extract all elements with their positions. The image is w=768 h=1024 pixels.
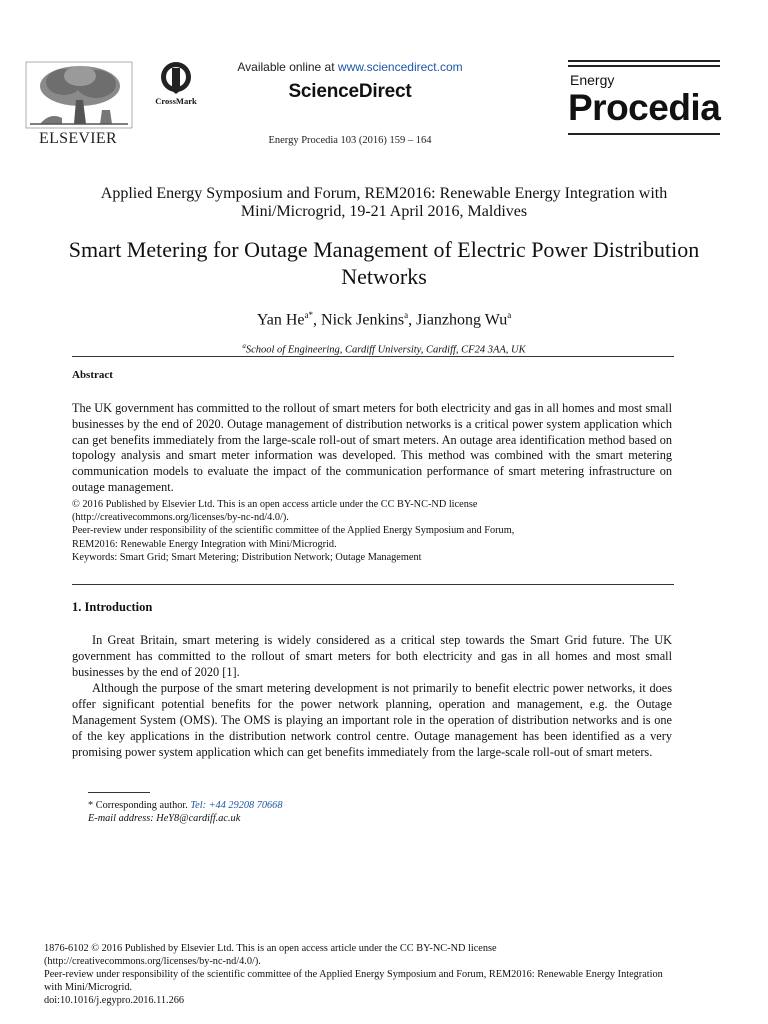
crossmark-icon[interactable]: [152, 60, 200, 116]
journal-name-large: Procedia: [568, 87, 721, 128]
divider: [72, 584, 674, 585]
paragraph: In Great Britain, smart metering is widely considered as a critical step towards the Smart Grid future. The UK government has committed to the rollout of smart meters for both electricity and gas in all homes and most small businesses by the end of 2020 [1].: [72, 633, 672, 679]
affiliation-mark: a: [242, 342, 246, 350]
author-name: Yan He: [256, 311, 305, 329]
publication-footer: [44, 942, 724, 1007]
license-link[interactable]: (http://creativecommons.org/licenses/by-nc-nd/4.0/).: [44, 956, 261, 967]
publisher-name: ELSEVIER: [39, 130, 117, 147]
doi[interactable]: doi:10.1016/j.egypro.2016.11.266: [44, 995, 185, 1006]
copyright-line: © 2016 Published by Elsevier Ltd. This is an open access article under the CC BY-NC-ND license: [72, 499, 478, 510]
license-link[interactable]: (http://creativecommons.org/licenses/by-nc-nd/4.0/).: [72, 512, 289, 524]
footnote-rule: [88, 792, 150, 793]
affiliation-text: School of Engineering, Cardiff University, Cardiff, CF24 3AA, UK: [245, 344, 526, 356]
availability-line: [200, 60, 500, 74]
peer-review-line: with Mini/Microgrid.: [44, 982, 133, 993]
issn-copyright: 1876-6102 © 2016 Published by Elsevier Ltd. This is an open access article under the CC BY-NC-ND license: [44, 943, 497, 954]
section-heading: 1. Introduction: [72, 600, 153, 614]
corresponding-author-label: * Corresponding author.: [88, 800, 191, 811]
conference-name: Applied Energy Symposium and Forum, REM2016: Renewable Energy Integration with Mini/Microgrid, 19-21 April 2016, Maldives: [100, 185, 668, 220]
author-name: Jianzhong Wu: [416, 311, 508, 329]
author-affiliation-mark: a*: [304, 310, 314, 320]
journal-reference: Energy Procedia 103 (2016) 159 – 164: [268, 135, 432, 146]
peer-review-line: Peer-review under responsibility of the scientific committee of the Applied Energy Symposium and Forum,: [72, 525, 515, 537]
available-prefix: Available online at: [237, 60, 338, 74]
crossmark-label: CrossMark: [155, 96, 197, 106]
author-name: Nick Jenkins: [321, 311, 405, 329]
paper-title: Smart Metering for Outage Management of Electric Power Distribution Networks: [68, 237, 700, 289]
abstract-heading: Abstract: [72, 369, 113, 381]
author-affiliation-mark: a: [404, 310, 409, 320]
paragraph: Although the purpose of the smart metering development is not primarily to benefit electric power networks, it does offer significant potential benefits for the power network planning, operation and management, e.g. the Outage Management System (OMS). The OMS is playing an important role in the operation of distribution networks and is one of the key applications in the distribution network control centre. Outage management has been identified as a very promising power system application which can get benefits immediately from the large-scale roll-out of smart meters.: [72, 681, 672, 759]
peer-review-line: Peer-review under responsibility of the scientific committee of the Applied Energy Symposium and Forum, REM2016: Renewable Energy Integration: [44, 969, 663, 980]
footnote: [88, 799, 282, 825]
abstract-text: The UK government has committed to the rollout of smart meters for both electricity and gas in all homes and most small businesses by the end of 2020. Outage management of distribution networks is a critical power system application which can get benefits immediately from the large-scale roll-out of smart meters. An outage area identification method based on topology analysis and smart meter information was developed. This method was combined with the smart metering communication models to evaluate the impact of the communication performance of smart metering infrastructure on outage management.: [72, 401, 672, 494]
keywords: Keywords: Smart Grid; Smart Metering; Distribution Network; Outage Management: [72, 551, 422, 563]
sciencedirect-brand: ScienceDirect: [288, 81, 412, 102]
author-list: Yan $He^{a*}$, Nick Jenkins$^a$, Jianzhong Wu$^a$: [256, 310, 512, 329]
divider: [72, 356, 674, 357]
sciencedirect-link[interactable]: www.sciencedirect.com: [337, 60, 463, 74]
peer-review-line: REM2016: Renewable Energy Integration with Mini/Microgrid.: [72, 538, 337, 550]
journal-name-small: Energy: [570, 72, 615, 88]
abstract-metadata: [72, 498, 672, 564]
telephone: Tel: +44 29208 70668: [190, 800, 283, 811]
journal-logo-bottom-rule: [568, 133, 720, 135]
email-address[interactable]: E-mail address: HeY8@cardiff.ac.uk: [88, 813, 241, 824]
journal-logo-rules: [568, 60, 720, 70]
introduction-body: [72, 632, 672, 760]
author-affiliation-mark: a: [507, 310, 512, 320]
affiliation: [60, 342, 708, 356]
